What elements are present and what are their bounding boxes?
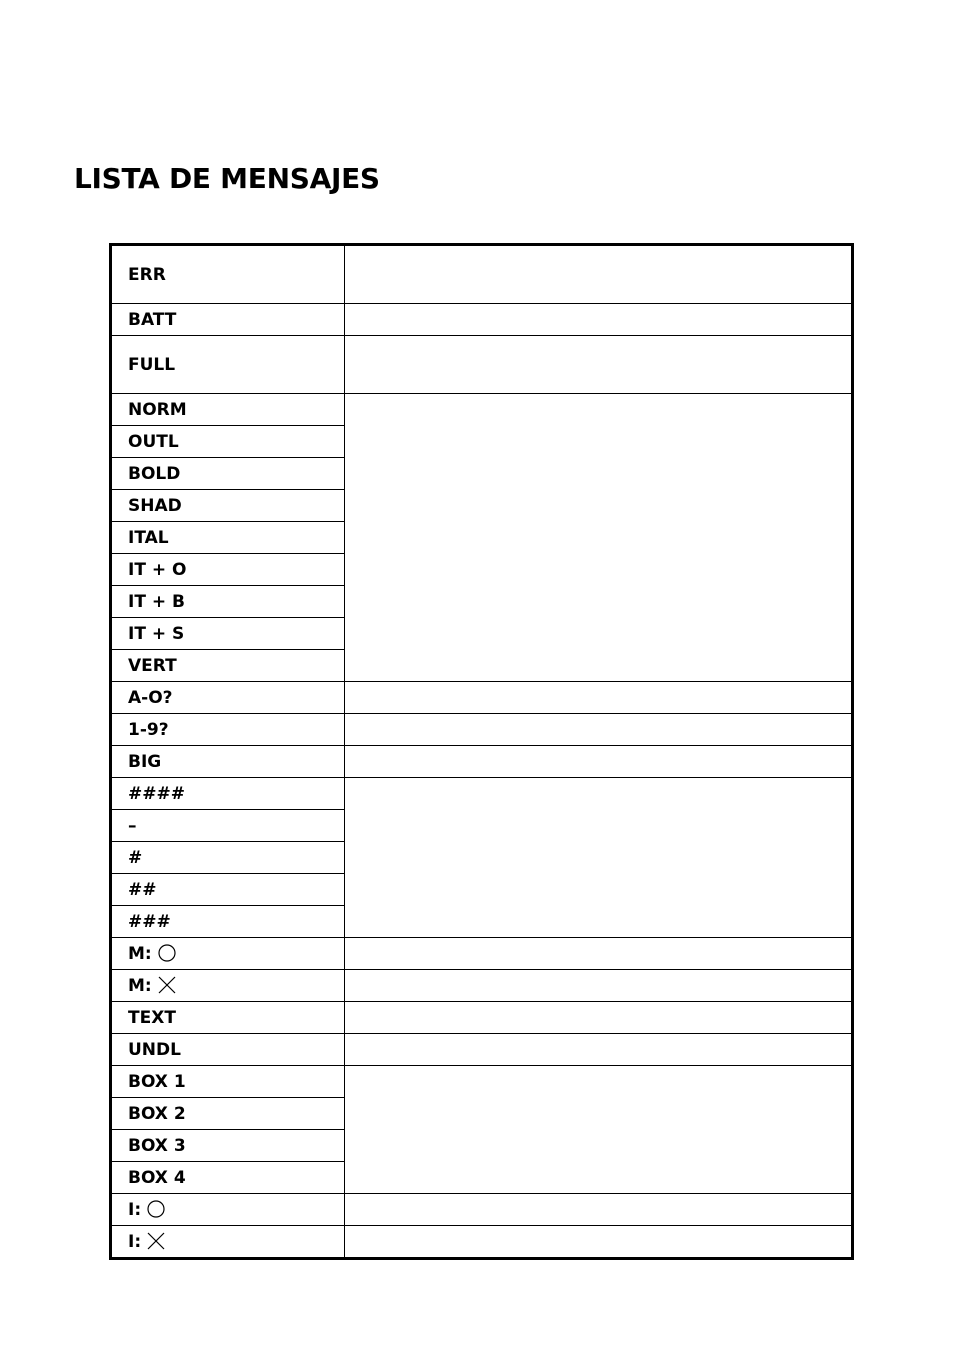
message-description <box>345 938 853 970</box>
message-code: IT + B <box>111 586 345 618</box>
message-code: A-O? <box>111 682 345 714</box>
message-description <box>345 714 853 746</box>
message-code: BOX 2 <box>111 1098 345 1130</box>
table-row <box>111 746 853 778</box>
message-code: SHAD <box>111 490 345 522</box>
message-code: UNDL <box>111 1034 345 1066</box>
message-code: I: <box>111 1226 345 1259</box>
table-row <box>111 245 853 304</box>
table-row <box>111 714 853 746</box>
message-code: ## <box>111 874 345 906</box>
message-code: ### <box>111 906 345 938</box>
table-row <box>111 970 853 1002</box>
message-description <box>345 1066 853 1194</box>
message-description <box>345 682 853 714</box>
message-code: ERR <box>111 245 345 304</box>
message-code: I: <box>111 1194 345 1226</box>
table-row <box>111 394 853 426</box>
table-row <box>111 1034 853 1066</box>
message-description <box>345 1226 853 1259</box>
table-row <box>111 778 853 810</box>
message-description <box>345 336 853 394</box>
message-code: # <box>111 842 345 874</box>
message-code: NORM <box>111 394 345 426</box>
circle-icon <box>147 1200 165 1218</box>
table-row <box>111 336 853 394</box>
message-code: BATT <box>111 304 345 336</box>
message-code: BOX 1 <box>111 1066 345 1098</box>
message-code: M: <box>111 938 345 970</box>
message-code: ITAL <box>111 522 345 554</box>
message-description <box>345 1194 853 1226</box>
table-row <box>111 1066 853 1098</box>
message-description <box>345 778 853 938</box>
page-title: LISTA DE MENSAJES <box>74 162 380 195</box>
message-description <box>345 1034 853 1066</box>
message-code: BOX 4 <box>111 1162 345 1194</box>
message-description <box>345 245 853 304</box>
table-row <box>111 1226 853 1259</box>
message-code: M: <box>111 970 345 1002</box>
message-code: TEXT <box>111 1002 345 1034</box>
message-code: – <box>111 810 345 842</box>
message-code: VERT <box>111 650 345 682</box>
table-row <box>111 938 853 970</box>
message-description <box>345 304 853 336</box>
message-code: IT + O <box>111 554 345 586</box>
message-code: #### <box>111 778 345 810</box>
message-description <box>345 394 853 682</box>
cross-icon <box>158 976 176 994</box>
table-row <box>111 1194 853 1226</box>
table-row <box>111 304 853 336</box>
message-code: IT + S <box>111 618 345 650</box>
table-row <box>111 682 853 714</box>
message-code: BOX 3 <box>111 1130 345 1162</box>
message-table <box>109 243 854 1260</box>
message-description <box>345 970 853 1002</box>
message-description <box>345 746 853 778</box>
message-code: FULL <box>111 336 345 394</box>
message-code: BIG <box>111 746 345 778</box>
message-code: 1-9? <box>111 714 345 746</box>
message-code: OUTL <box>111 426 345 458</box>
message-code: BOLD <box>111 458 345 490</box>
circle-icon <box>158 944 176 962</box>
cross-icon <box>147 1232 165 1250</box>
message-description <box>345 1002 853 1034</box>
table-row <box>111 1002 853 1034</box>
